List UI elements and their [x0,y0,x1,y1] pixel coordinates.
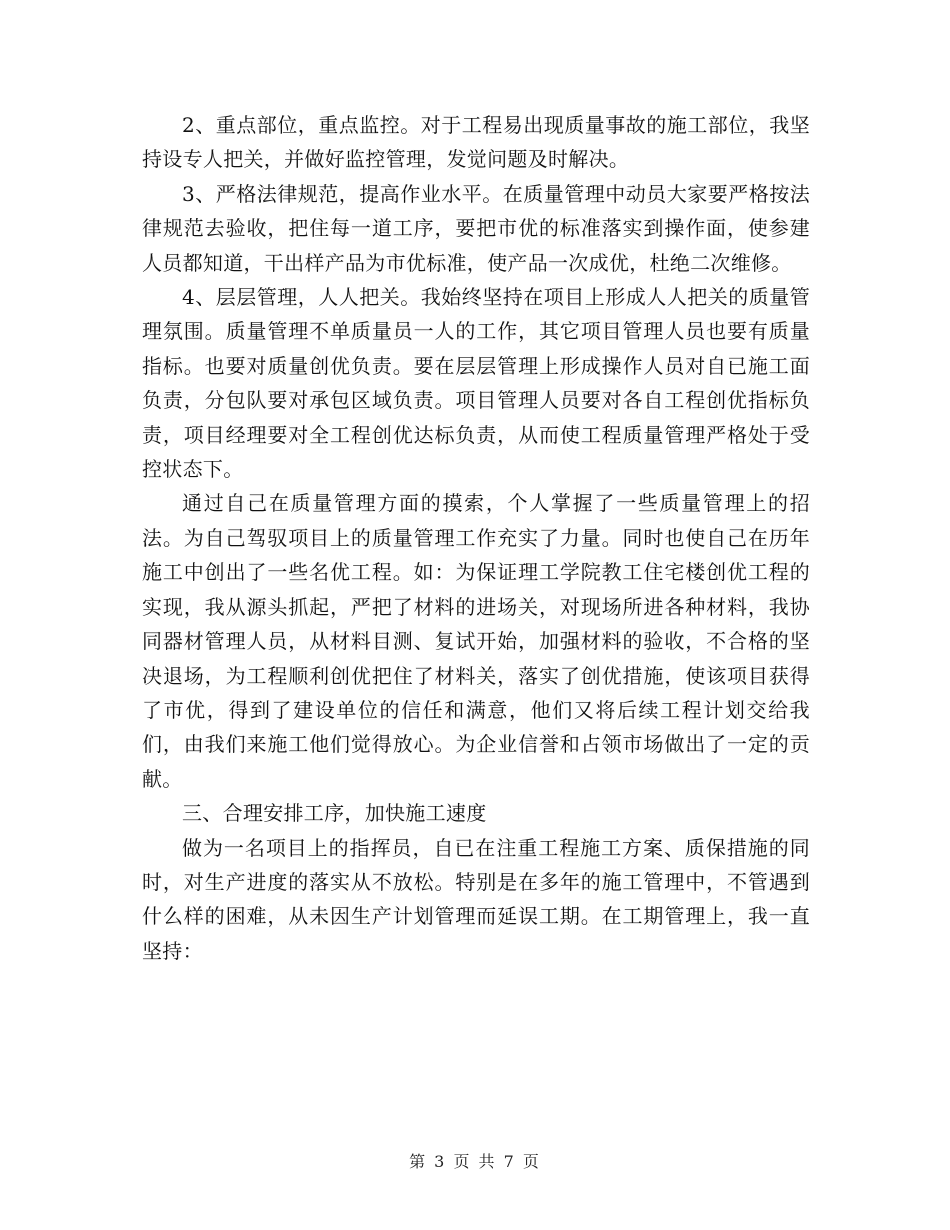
paragraph-layered-management: 4、层层管理，人人把关。我始终坚持在项目上形成人人把关的质量管理氛围。质量管理不单质量员一人的工作，其它项目管理人员也要有质量指标。也要对质量创优负责。要在层层管理上形成操作人员对自已施工面负责，分包队要对承包区域负责。项目管理人员要对各自工程创优指标负责，项目经理要对全工程创优达标负责，从而使工程质量管理严格处于受控状态下。 [142,285,810,482]
section-heading-schedule: 三、合理安排工序，加快施工速度 [182,801,487,826]
paragraph-progress-control: 做为一名项目上的指挥员，自已在注重工程施工方案、质保措施的同时，对生产进度的落实从不放松。特别是在多年的施工管理中，不管遇到什么样的困难，从未因生产计划管理而延误工期。在工期管理上，我一直坚持： [142,835,810,963]
paragraph-quality-exploration: 通过自己在质量管理方面的摸索，个人掌握了一些质量管理上的招法。为自己驾驭项目上的质量管理工作充实了力量。同时也使自己在历年施工中创出了一些名优工程。如：为保证理工学院教工住宅楼创优工程的实现，我从源头抓起，严把了材料的进场关，对现场所进各种材料，我协同器材管理人员，从材料目测、复试开始，加强材料的验收，不合格的坚决退场，为工程顺利创优把住了材料关，落实了创优措施，使该项目获得了市优，得到了建设单位的信任和满意，他们又将后续工程计划交给我们，由我们来施工他们觉得放心。为企业信誉和占领市场做出了一定的贡献。 [142,491,810,791]
page-number-footer: 第 3 页 共 7 页 [409,1152,541,1171]
paragraph-key-parts-monitoring: 2、重点部位，重点监控。对于工程易出现质量事故的施工部位，我坚持设专人把关，并做好监控管理，发觉问题及时解决。 [142,113,810,172]
paragraph-strict-standards: 3、严格法律规范，提高作业水平。在质量管理中动员大家要严格按法律规范去验收，把住每一道工序，要把市优的标准落实到操作面，使参建人员都知道，干出样产品为市优标准，使产品一次成优，杜绝二次维修。 [142,181,810,275]
document-body [142,108,810,968]
